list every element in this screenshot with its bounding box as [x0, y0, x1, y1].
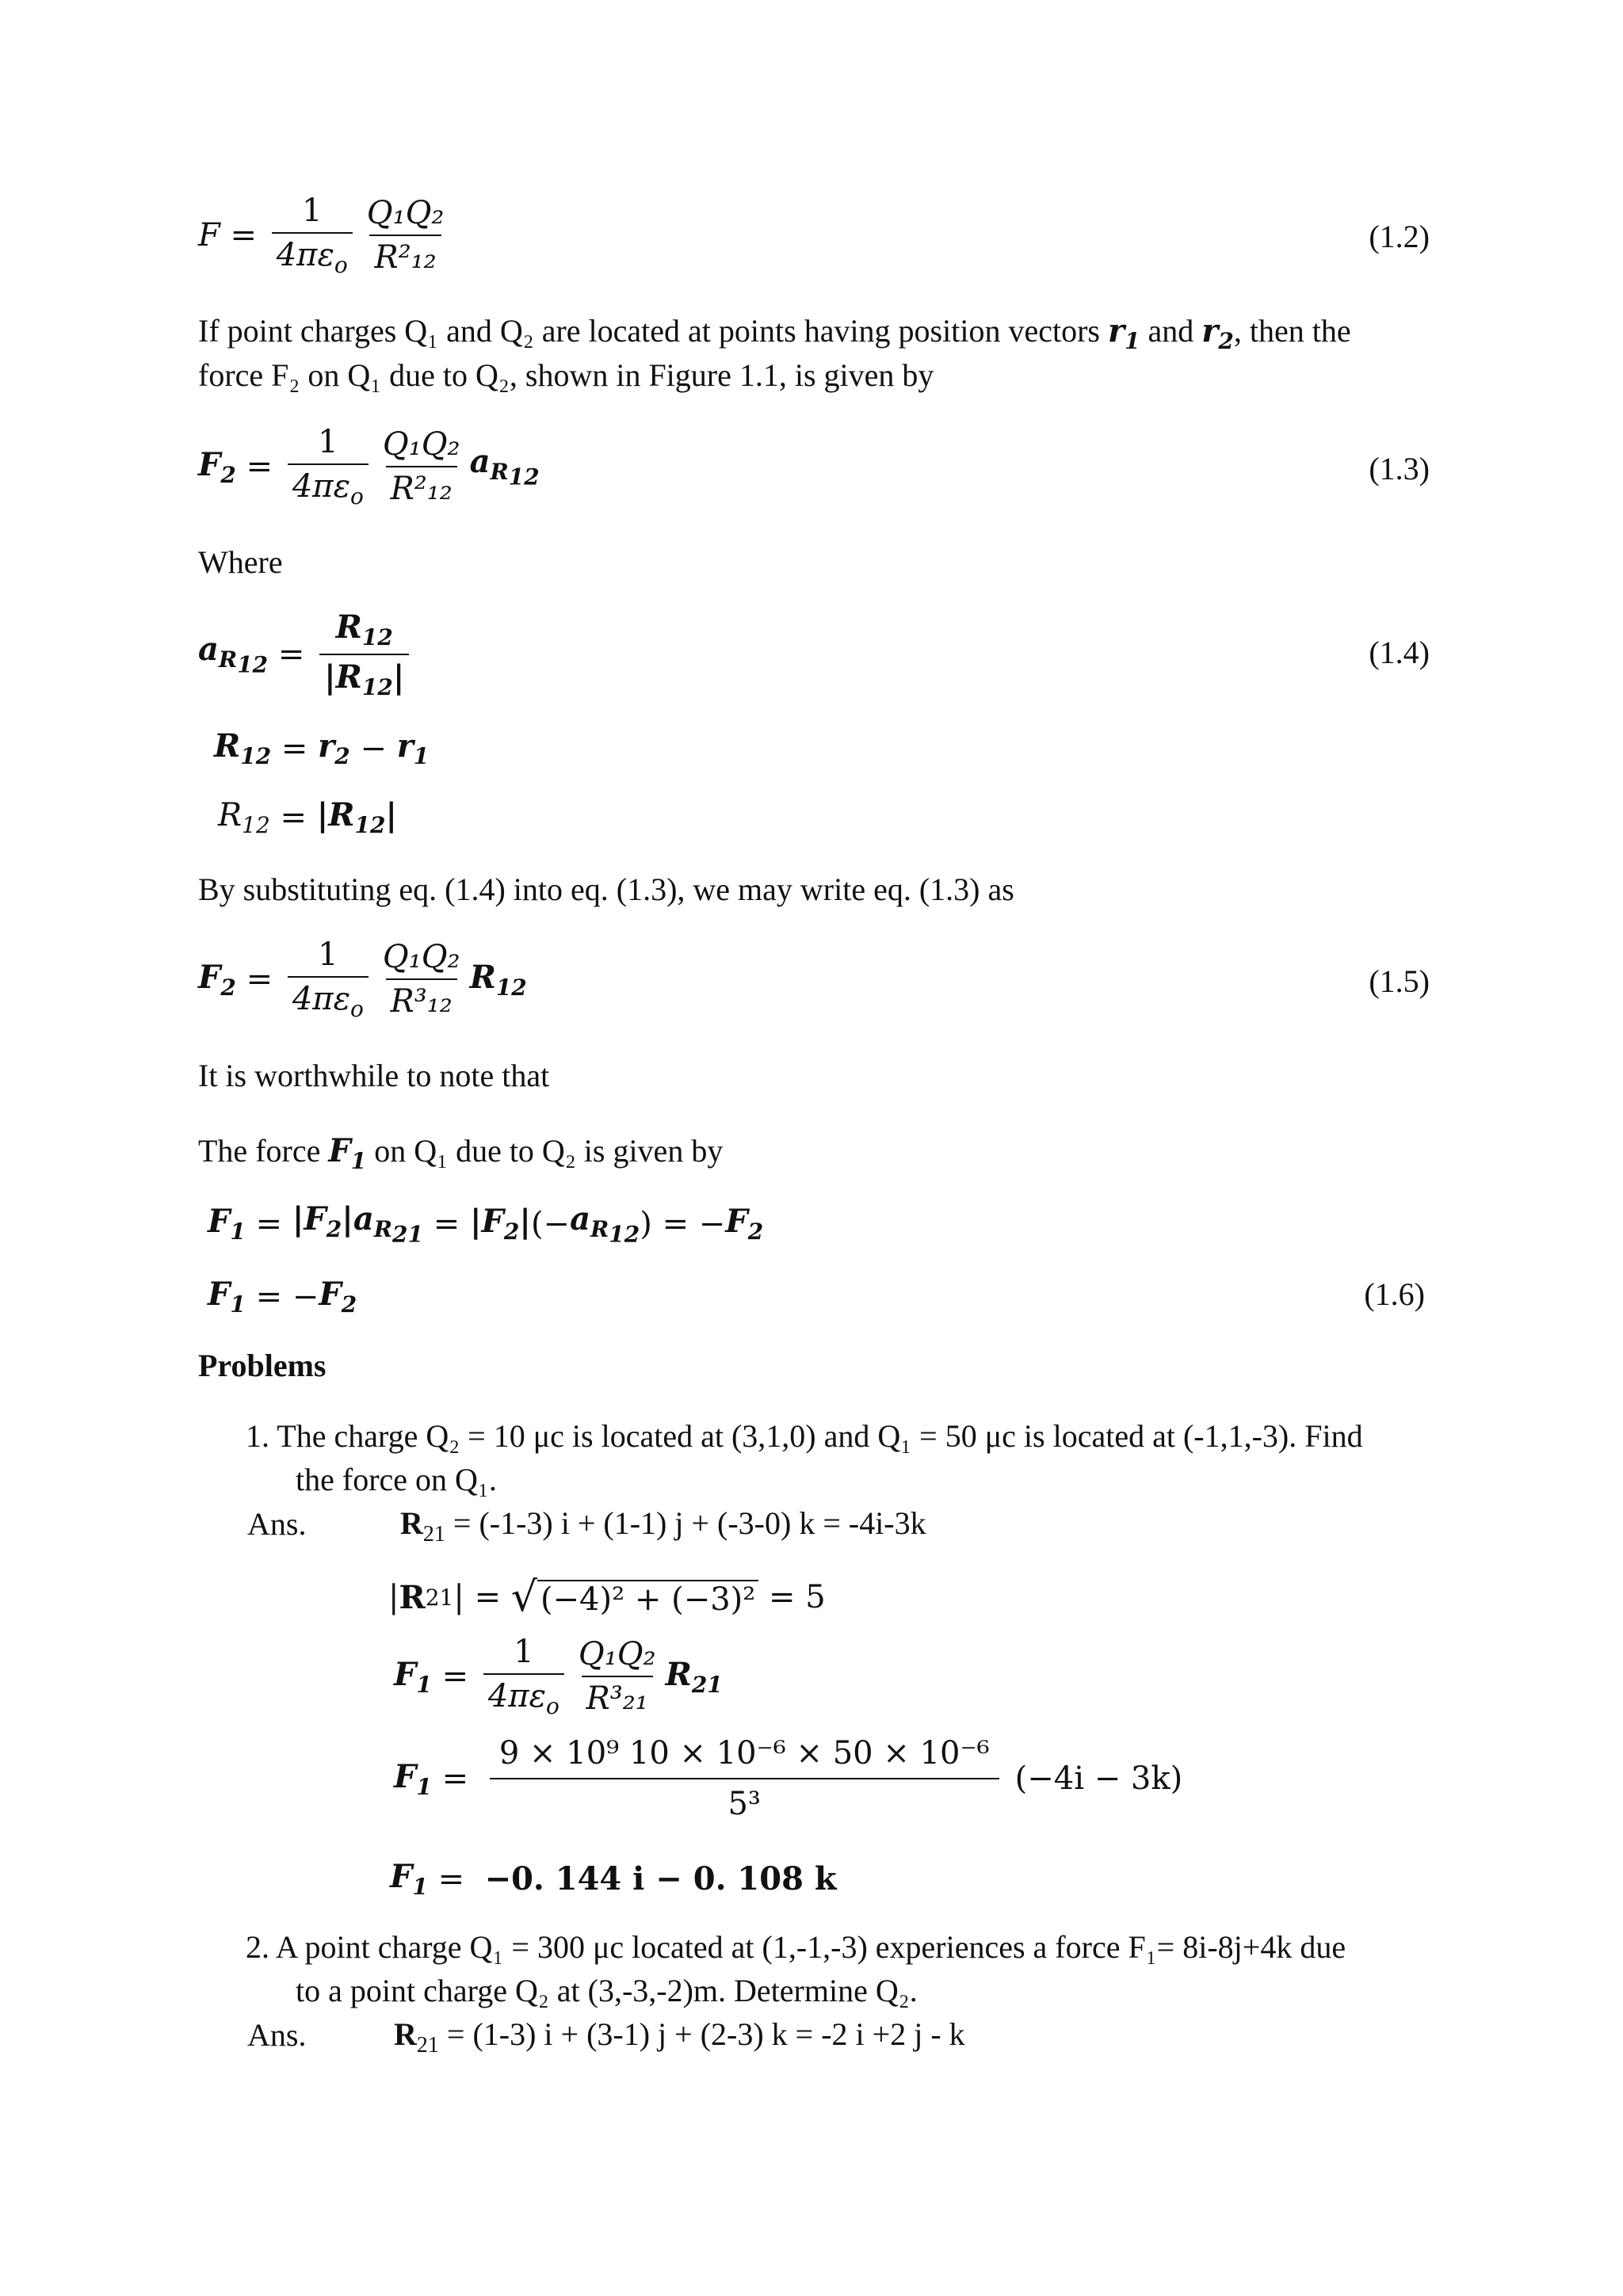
- problem-1-f1-numeric: $F_1$ = $\frac{\text{9 × 10⁹ 10 × 10⁻⁶ × 50 × 10⁻⁶}}{\text{5³}}$ (−4i − 3k): [394, 1735, 1183, 1822]
- problem-2-statement: 2. A point charge Q₁ = 300 μc located at (1,-1,-3) experiences a force F₁= 8i-8j+4k due: [246, 1929, 1346, 1965]
- problem-1-abs-r21: | R 21 | = √ (−4)² + (−3)² = 5: [388, 1573, 826, 1621]
- problem-1-f1-formula: $F_1$ = $\frac{1}{4\pi\varepsilon_o}$ $\frac{\text{Q₁Q₂}}{\text{R³₂₁}}$ $R_{21}$: [394, 1634, 723, 1719]
- equation-label-1-4: (1.4): [1369, 635, 1430, 670]
- paragraph-point-charges: If point charges Q₁ and Q₂ are located at points having position vectors $r_1$ and $r_2$, then the: [198, 312, 1351, 354]
- problem-2-statement-cont: to a point charge Q₂ at (3,-3,-2)m. Determine Q₂.: [296, 1973, 918, 2008]
- equation-f1-expanded: $F_1$ = $|F_2|a_{R_{21}}$ = $|F_2|$ (− $a_{R_{12}}$ ) = − $F_2$: [208, 1200, 764, 1248]
- equation-r12-difference: $R_{12}$ = $r_2$ − $r_1$: [214, 727, 430, 769]
- equation-label-1-6: (1.6): [1364, 1276, 1425, 1312]
- equation-label-1-5: (1.5): [1369, 963, 1430, 999]
- paragraph-substituting: By substituting eq. (1.4) into eq. (1.3), we may write eq. (1.3) as: [198, 871, 1014, 907]
- problem-1-statement-cont: the force on Q₁.: [296, 1462, 497, 1497]
- equation-r12-magnitude: $R_{12}$ = $|R_{12}|$: [218, 796, 398, 838]
- equation-1-6: $F_1$ = − $F_2$: [208, 1276, 357, 1318]
- problem-1-r21: $R_{21} = (-1-3) i + (1-1) j + (-3-0) k = -4i-3k$: [400, 1505, 926, 1547]
- paragraph-force-f1: The force $F_1$ on Q₁ due to Q₂ is given by: [198, 1132, 724, 1174]
- problems-heading: Problems: [198, 1348, 327, 1383]
- equation-1-3: $F_2$ = $\frac{1}{4\pi\varepsilon_o}$ $\frac{\text{Q₁Q₂}}{\text{R²₁₂}}$ $a_{R_{12}}$: [198, 424, 540, 509]
- problem-1-statement: 1. The charge Q₂ = 10 μc is located at (3,1,0) and Q₁ = 50 μc is located at (-1,1,-3). Find: [246, 1418, 1363, 1454]
- problem-1-ans-label: Ans.: [247, 1506, 307, 1542]
- equation-1-5: $F_2$ = $\frac{1}{4\pi\varepsilon_o}$ $\frac{\text{Q₁Q₂}}{\text{R³₁₂}}$ $R_{12}$: [198, 936, 527, 1022]
- equation-1-2: F = $\frac{1}{4\pi\varepsilon_o}$ $\frac{\text{Q₁Q₂}}{\text{R²₁₂}}$: [198, 193, 445, 278]
- where-label: Where: [198, 544, 283, 580]
- equation-label-1-2: (1.2): [1369, 219, 1430, 254]
- equation-1-4: $a_{R_{12}}$ = $\frac{R_{12}}{|R_{12}|}$: [198, 608, 414, 700]
- problem-2-ans-label: Ans.: [247, 2017, 307, 2053]
- paragraph-force-f2: force F₂ on Q₁ due to Q₂, shown in Figure 1.1, is given by: [198, 357, 934, 393]
- equation-label-1-3: (1.3): [1369, 451, 1430, 486]
- paragraph-worthwhile: It is worthwhile to note that: [198, 1058, 550, 1093]
- problem-2-r21: $R_{21} = (1-3) i + (3-1) j + (2-3) k = -2$ i +2 j - k: [394, 2016, 965, 2058]
- problem-1-f1-result: $F_1$ = −0. 144 i − 0. 108 k: [390, 1858, 837, 1900]
